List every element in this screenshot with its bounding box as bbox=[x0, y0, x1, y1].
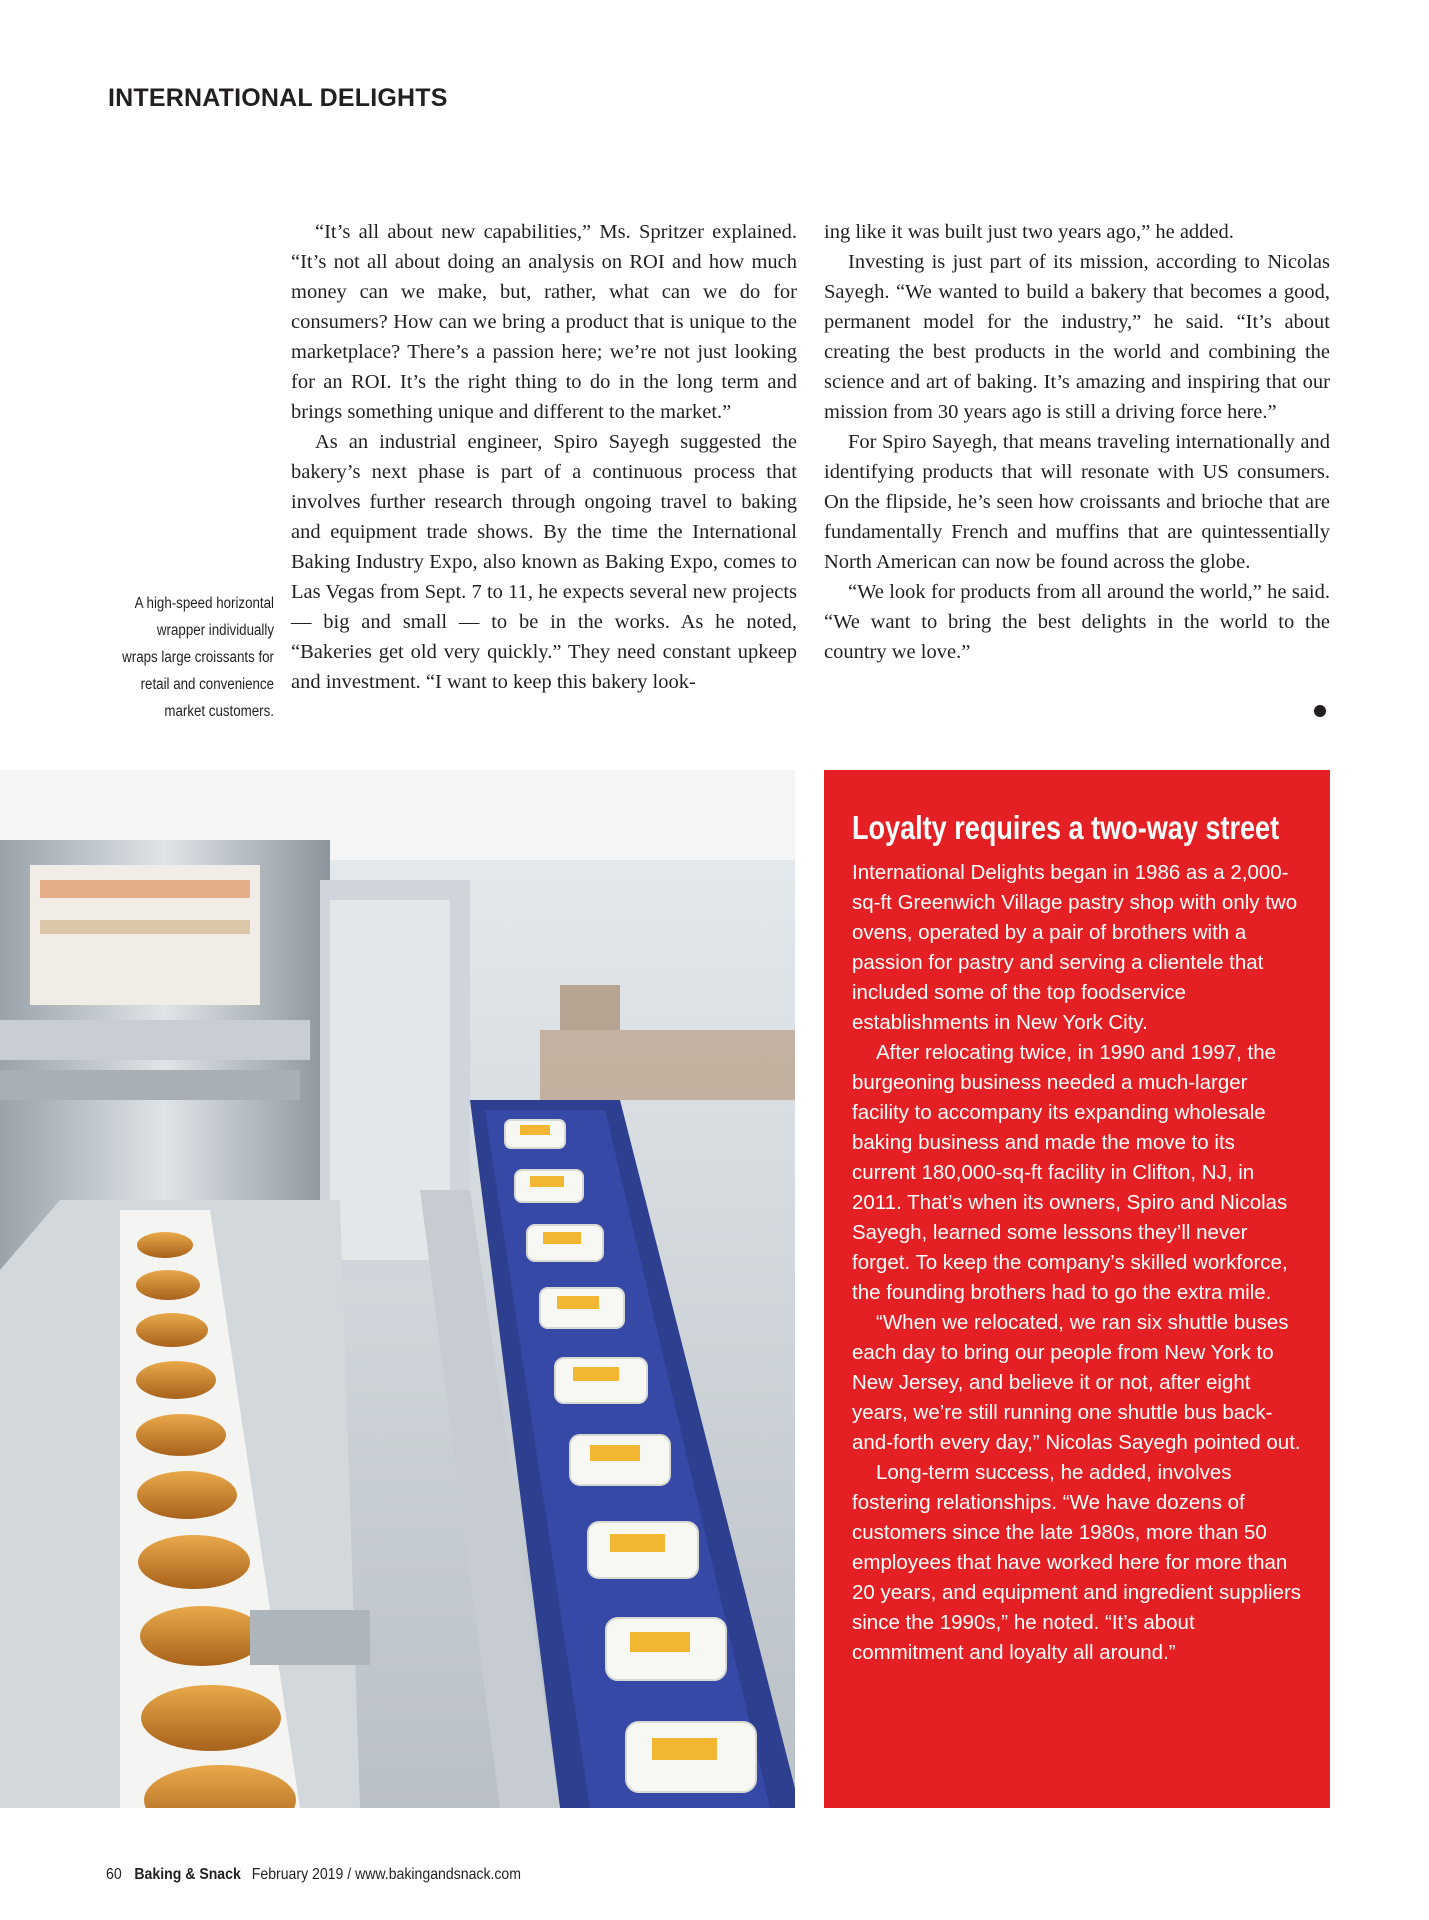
article-paragraph: Investing is just part of its mission, according to Nicolas Sayegh. “We wanted to build a bakery that becomes a good, permanent model for the industry,” he said. “It’s about creating the best products in the world and combining the science and art of baking. It’s amazing and inspiring that our mission from 30 years ago is still a driving force here.” bbox=[824, 251, 1330, 423]
photo-caption: A high-speed horizontal wrapper individually wraps large croissants for retail and convenience market customers. bbox=[122, 595, 275, 720]
page-number: 60 bbox=[106, 1866, 122, 1883]
article-paragraph: “It’s all about new capabilities,” Ms. Spritzer explained. “It’s not all about doing an analysis on ROI and how much money can we make, but, rather, what can we do for consumers? How can we bring a product that is unique to the marketplace? There’s a passion here; we’re not just looking for an ROI. It’s the right thing to do in the long term and brings something unique and different to the market.” bbox=[291, 221, 797, 423]
sidebar-paragraph: International Delights began in 1986 as a 2,000-sq-ft Greenwich Village pastry shop with only two ovens, operated by a pair of brothers with a passion for pastry and serving a clientele that included some of the top foodservice establishments in New York City. bbox=[852, 861, 1298, 1034]
article-column-1 bbox=[291, 217, 797, 697]
loyalty-sidebar bbox=[824, 770, 1330, 1808]
magazine-name: Baking & Snack bbox=[134, 1866, 241, 1883]
article-column-2 bbox=[824, 217, 1330, 667]
article-paragraph: As an industrial engineer, Spiro Sayegh suggested the bakery’s next phase is part of a continuous process that involves further research through ongoing travel to baking and equipment trade shows. By the time the International Baking Industry Expo, also known as Baking Expo, comes to Las Vegas from Sept. 7 to 11, he expects several new projects — big and small — to be in the works. As he noted, “Bakeries get old very quickly.” They need constant upkeep and investment. “I want to keep this bakery look- bbox=[291, 431, 797, 693]
sidebar-paragraph: After relocating twice, in 1990 and 1997, the burgeoning business needed a much-larger facility to accompany its expanding wholesale baking business and made the move to its current 180,000-sq-ft facility in Clifton, NJ, in 2011. That’s when its owners, Spiro and Nicolas Sayegh, learned some lessons they’ll never forget. To keep the company’s skilled workforce, the founding brothers had to go the extra mile. bbox=[852, 1041, 1288, 1304]
issue-and-url: February 2019 / www.bakingandsnack.com bbox=[251, 1866, 521, 1883]
page-footer bbox=[106, 1866, 521, 1884]
sidebar-title: Loyalty requires a two-way street bbox=[852, 809, 1280, 846]
article-paragraph: “We look for products from all around the world,” he said. “We want to bring the best delights in the world to the country we love.” bbox=[824, 581, 1330, 663]
article-paragraph: For Spiro Sayegh, that means traveling internationally and identifying products that will resonate with US consumers. On the flipside, he’s seen how croissants and brioche that are fundamentally French and muffins that are quintessentially North American can now be found across the globe. bbox=[824, 431, 1330, 573]
end-of-article-bullet-icon bbox=[1314, 705, 1326, 717]
sidebar-paragraph: “When we relocated, we ran six shuttle buses each day to bring our people from New York to New Jersey, and believe it or not, after eight years, we’re still running one shuttle bus back-and-forth every day,” Nicolas Sayegh pointed out. bbox=[852, 1311, 1301, 1454]
sidebar-paragraph: Long-term success, he added, involves fostering relationships. “We have dozens of customers since the late 1980s, more than 50 employees that have worked here for more than 20 years, and equipment and ingredient suppliers since the 1990s,” he noted. “It’s about commitment and loyalty all around.” bbox=[852, 1461, 1302, 1664]
section-title: INTERNATIONAL DELIGHTS bbox=[108, 84, 448, 112]
article-paragraph: ing like it was built just two years ago,” he added. bbox=[824, 221, 1234, 243]
croissant-wrapper-photo bbox=[0, 770, 795, 1808]
